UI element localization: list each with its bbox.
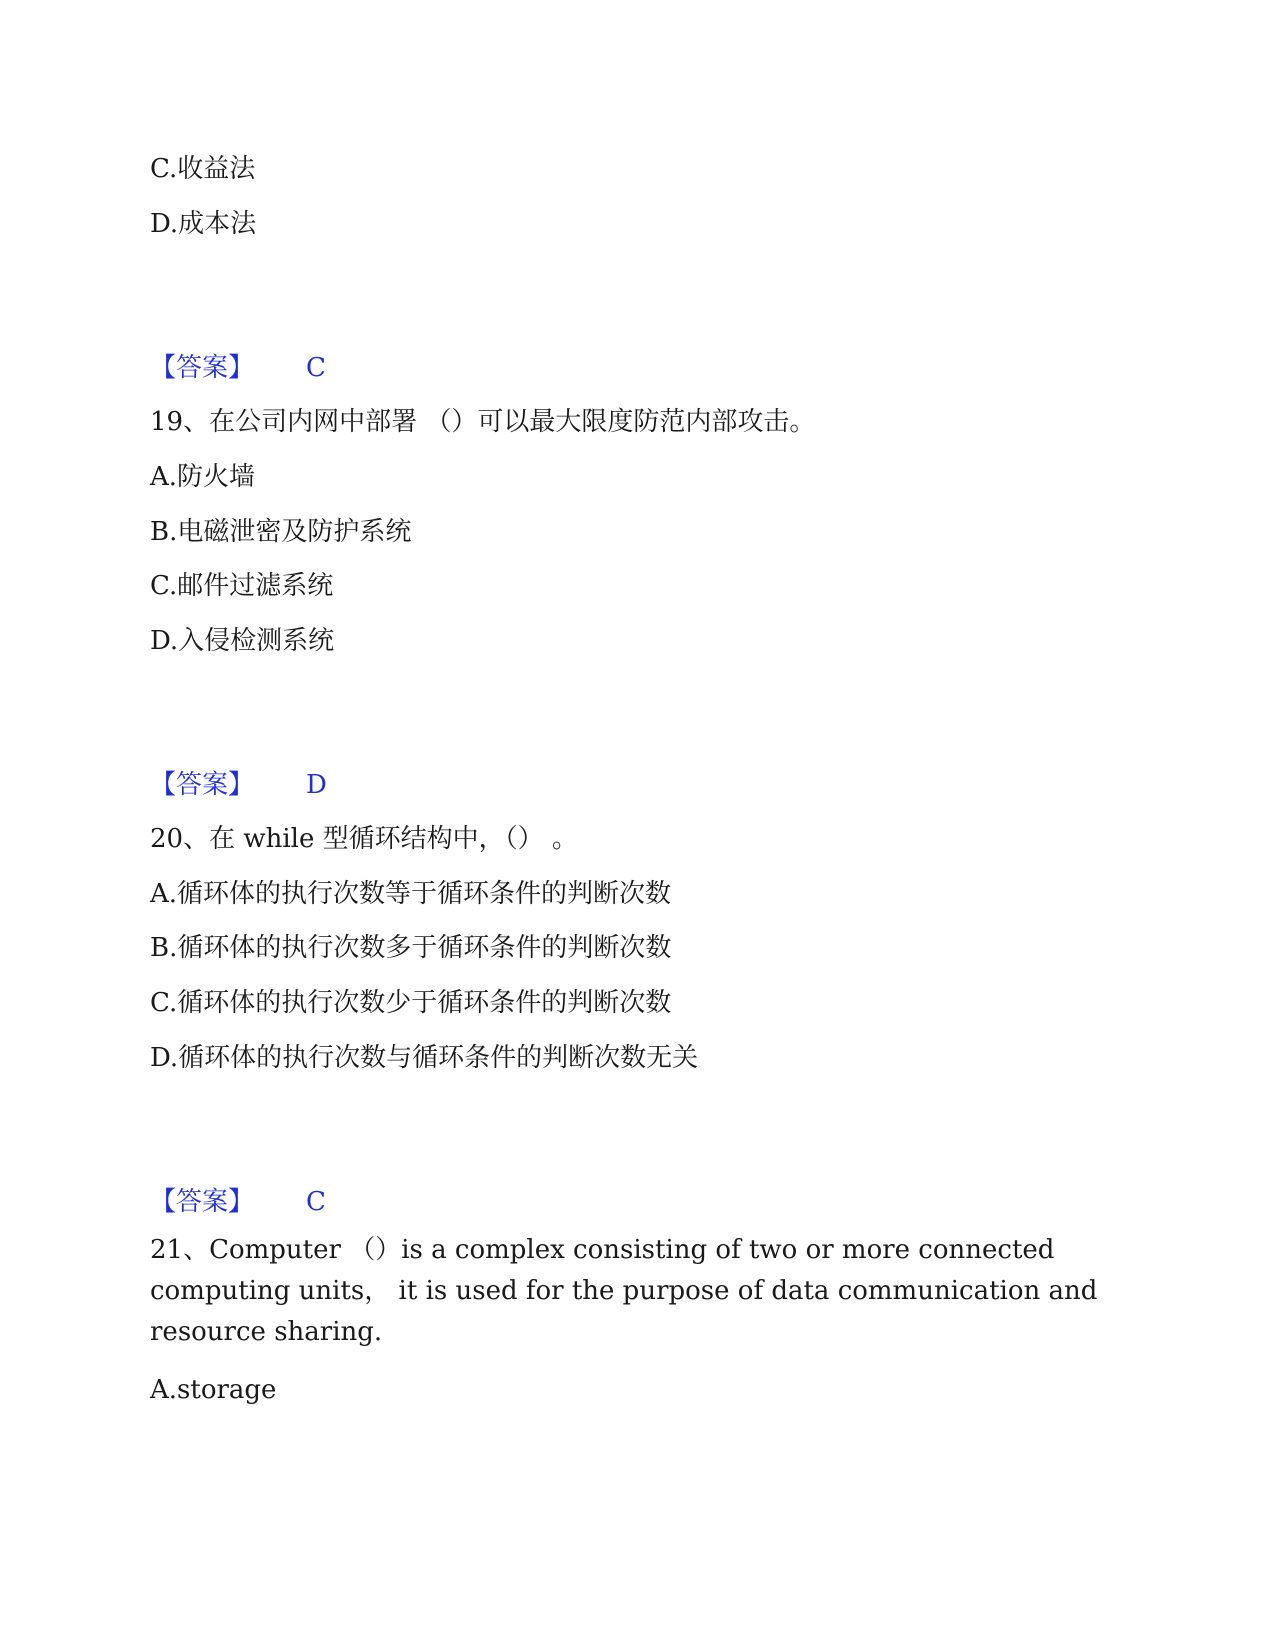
q21-question: 21、Computer （）is a complex consisting of two or more connected computing units， it is used for the purpose of data communication and resource sharing. (150, 1235, 1098, 1347)
q18-option-d: D.成本法 (150, 209, 257, 239)
q20-answer-line (150, 1187, 326, 1217)
q19-question: 19、在公司内网中部署 （）可以最大限度防范内部攻击。 (150, 407, 816, 437)
q20-option-d: D.循环体的执行次数与循环条件的判断次数无关 (150, 1043, 699, 1073)
q18-answer-line (150, 353, 326, 383)
answer-label: 【答案】 (150, 353, 255, 383)
q20-question: 20、在 while 型循环结构中，（） 。 (150, 824, 578, 854)
answer-value: C (306, 1187, 326, 1217)
q18-option-c: C.收益法 (150, 154, 256, 184)
q20-option-a: A.循环体的执行次数等于循环条件的判断次数 (150, 879, 672, 909)
answer-value: C (306, 353, 326, 383)
q20-option-c: C.循环体的执行次数少于循环条件的判断次数 (150, 988, 672, 1018)
answer-label: 【答案】 (150, 1187, 255, 1217)
q19-option-b: B.电磁泄密及防护系统 (150, 517, 412, 547)
q21-option-a: A.storage (150, 1375, 277, 1405)
q19-option-c: C.邮件过滤系统 (150, 571, 334, 601)
q19-answer-line (150, 770, 327, 800)
q19-option-a: A.防火墙 (150, 462, 256, 492)
q20-option-b: B.循环体的执行次数多于循环条件的判断次数 (150, 933, 672, 963)
answer-value: D (306, 770, 327, 800)
answer-label: 【答案】 (150, 770, 255, 800)
q19-option-d: D.入侵检测系统 (150, 626, 335, 656)
